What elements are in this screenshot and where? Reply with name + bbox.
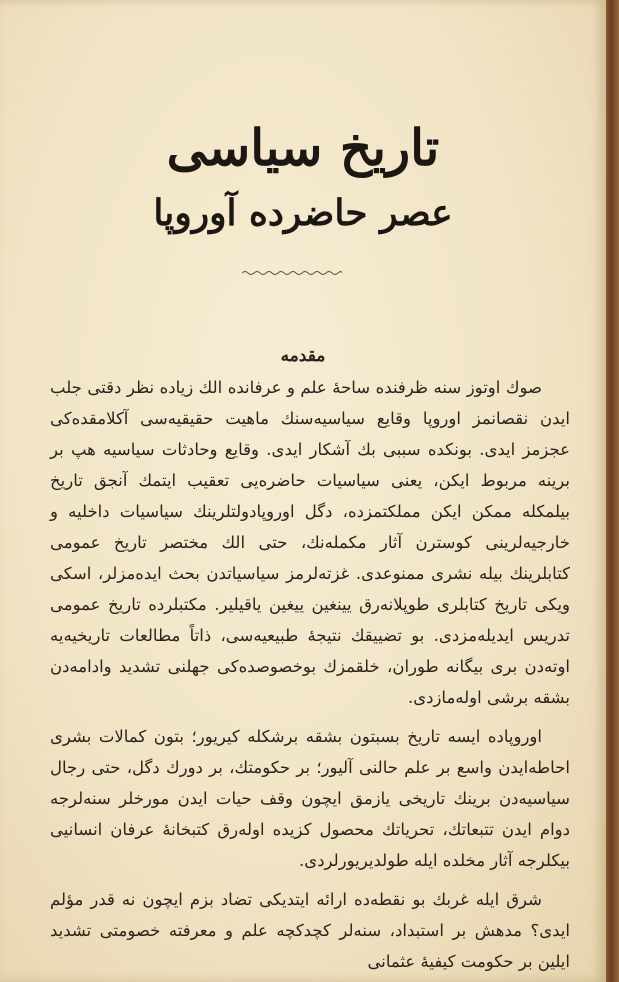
page-subtitle: عصر حاضرده آوروپا bbox=[153, 192, 453, 234]
paragraph: شرق ایله غربك بو نقطه‌ده ارائه ایتدیكی تضاد بزم ایچون نه قدر مؤلم ایدی؟ مدهش بر استبداد، سنه‌لر كچدكچه علم و معرفته خصومتی تشدید ایلین بر حكومت كیفیهٔ عثمانی bbox=[50, 890, 570, 971]
book-spine-edge bbox=[606, 0, 619, 982]
ornament-divider bbox=[242, 270, 342, 276]
page-title: تاریخ سیاسی bbox=[166, 118, 440, 177]
section-heading: مقدمه bbox=[280, 346, 326, 366]
paragraph: اوروپاده ایسه تاریخ بسبتون بشقه برشكله كیریور؛ بتون كمالات بشری احاطه‌ایدن واسع بر علم حالنی آلیور؛ بر حكومتك، بر دورك دگل، حتی رجال سیاسیه‌دن برینك تاریخی یازمق ایچون وقف حیات ایدن مورخلر سنه‌لرجه دوام ایدن تتبعاتك، تحریاتك محصول كزیده اوله‌رق كتبخانهٔ عرفان انسانیی بیكلرجه آثار مخلده ایله طولدیریورلردی. bbox=[50, 727, 570, 870]
body-text bbox=[50, 372, 570, 977]
paragraph: صوك اوتوز سنه ظرفنده ساحهٔ علم و عرفانده الك زیاده نظر دقتی جلب ایدن نقصانمز اوروپا وقایع سیاسیه‌سنك ماهیت حقیقیه‌سی آكلامقده‌كی عجزمز ایدی. بونكده سببی بك آشكار ایدی. وقایع وحادثات سیاسیه هپ بر برینه مربوط ایكن، یعنی سیاسیات حاضره‌یی تعقیب ایتمك آنجق تاریخ بیلمكله ممكن ایكن مملكتمزده، دگل اوروپادولتلرینك سیاسیات داخلیه و خارجیه‌لرینی كوسترن آثار مكمله‌نك، حتی الك مختصر تاریخ عمومی كتابلرینك بیله نشری ممنوعدی. غزته‌لرمز سیاسیاتدن بحث ایده‌مزلر، اسكی ویكی تاریخ كتابلری طوپلانه‌رق یینغین ییغین یاقیلیر. مكتبلرده تاریخ عمومی تدریس ایدیله‌مزدی. بو تضییقك نتیجهٔ طبیعیه‌سی، ذاتاً مطالعات تاریخیه‌یه اوته‌دن بری بیگانه طوران، خلقمزك بوخصوصده‌كی جهلنی تشدید وادامه‌دن بشقه برشی اوله‌مازدی. bbox=[50, 378, 570, 707]
